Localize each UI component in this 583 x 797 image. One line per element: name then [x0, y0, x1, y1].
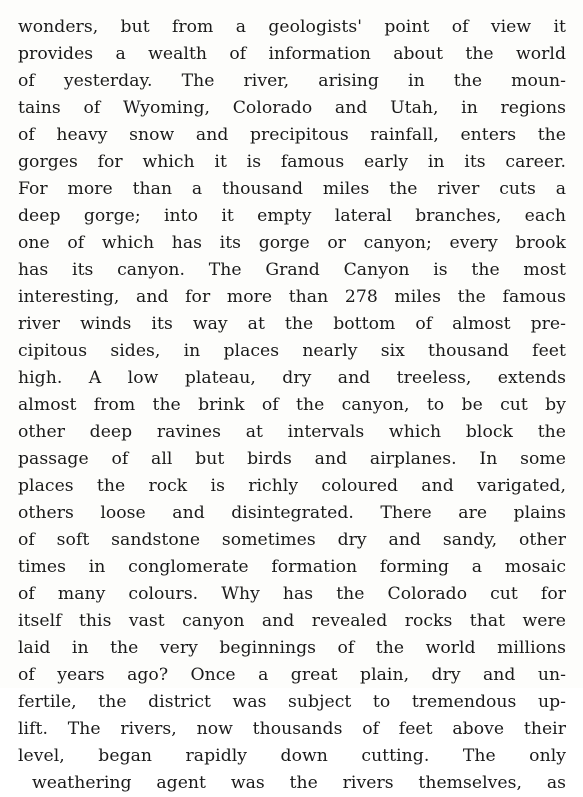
text-line: tains of Wyoming, Colorado and Utah, in regions — [18, 98, 566, 118]
text-line: laid in the very beginnings of the world millions — [18, 638, 566, 658]
text-line: of many colours. Why has the Colorado cut for — [18, 584, 566, 604]
text-line: itself this vast canyon and revealed rocks that were — [18, 611, 566, 631]
text-line: almost from the brink of the canyon, to be cut by — [18, 395, 566, 415]
text-line: others loose and disintegrated. There are plains — [18, 503, 566, 523]
text-line: high. A low plateau, dry and treeless, extends — [18, 368, 566, 388]
text-line: places the rock is richly coloured and varigated, — [18, 476, 566, 496]
text-line: other deep ravines at intervals which block the — [18, 422, 566, 442]
text-line: lift. The rivers, now thousands of feet above their — [18, 719, 566, 739]
text-line: passage of all but birds and airplanes. In some — [18, 449, 566, 469]
text-line: gorges for which it is famous early in its career. — [18, 152, 566, 172]
text-line: of heavy snow and precipitous rainfall, enters the — [18, 125, 566, 145]
text-line: river winds its way at the bottom of almost pre- — [18, 314, 566, 334]
text-line: has its canyon. The Grand Canyon is the most — [18, 260, 566, 280]
text-line: provides a wealth of information about the world — [18, 44, 566, 64]
text-line: fertile, the district was subject to tremendous up- — [18, 692, 566, 712]
text-line: cipitous sides, in places nearly six thousand feet — [18, 341, 566, 361]
text-line: of yesterday. The river, arising in the moun- — [18, 71, 566, 91]
text-line: deep gorge; into it empty lateral branches, each — [18, 206, 566, 226]
text-line: one of which has its gorge or canyon; every brook — [18, 233, 566, 253]
text-line: times in conglomerate formation forming a mosaic — [18, 557, 566, 577]
text-line: weathering agent was the rivers themselves, as — [32, 773, 566, 793]
text-line: For more than a thousand miles the river cuts a — [18, 179, 566, 199]
text-column — [18, 14, 566, 797]
text-line: of soft sandstone sometimes dry and sandy, other — [18, 530, 566, 550]
text-line: interesting, and for more than 278 miles the famous — [18, 287, 566, 307]
text-line: of years ago? Once a great plain, dry and un- — [18, 665, 566, 685]
text-line: level, began rapidly down cutting. The only — [18, 746, 566, 766]
text-line: wonders, but from a geologists' point of view it — [18, 17, 566, 37]
